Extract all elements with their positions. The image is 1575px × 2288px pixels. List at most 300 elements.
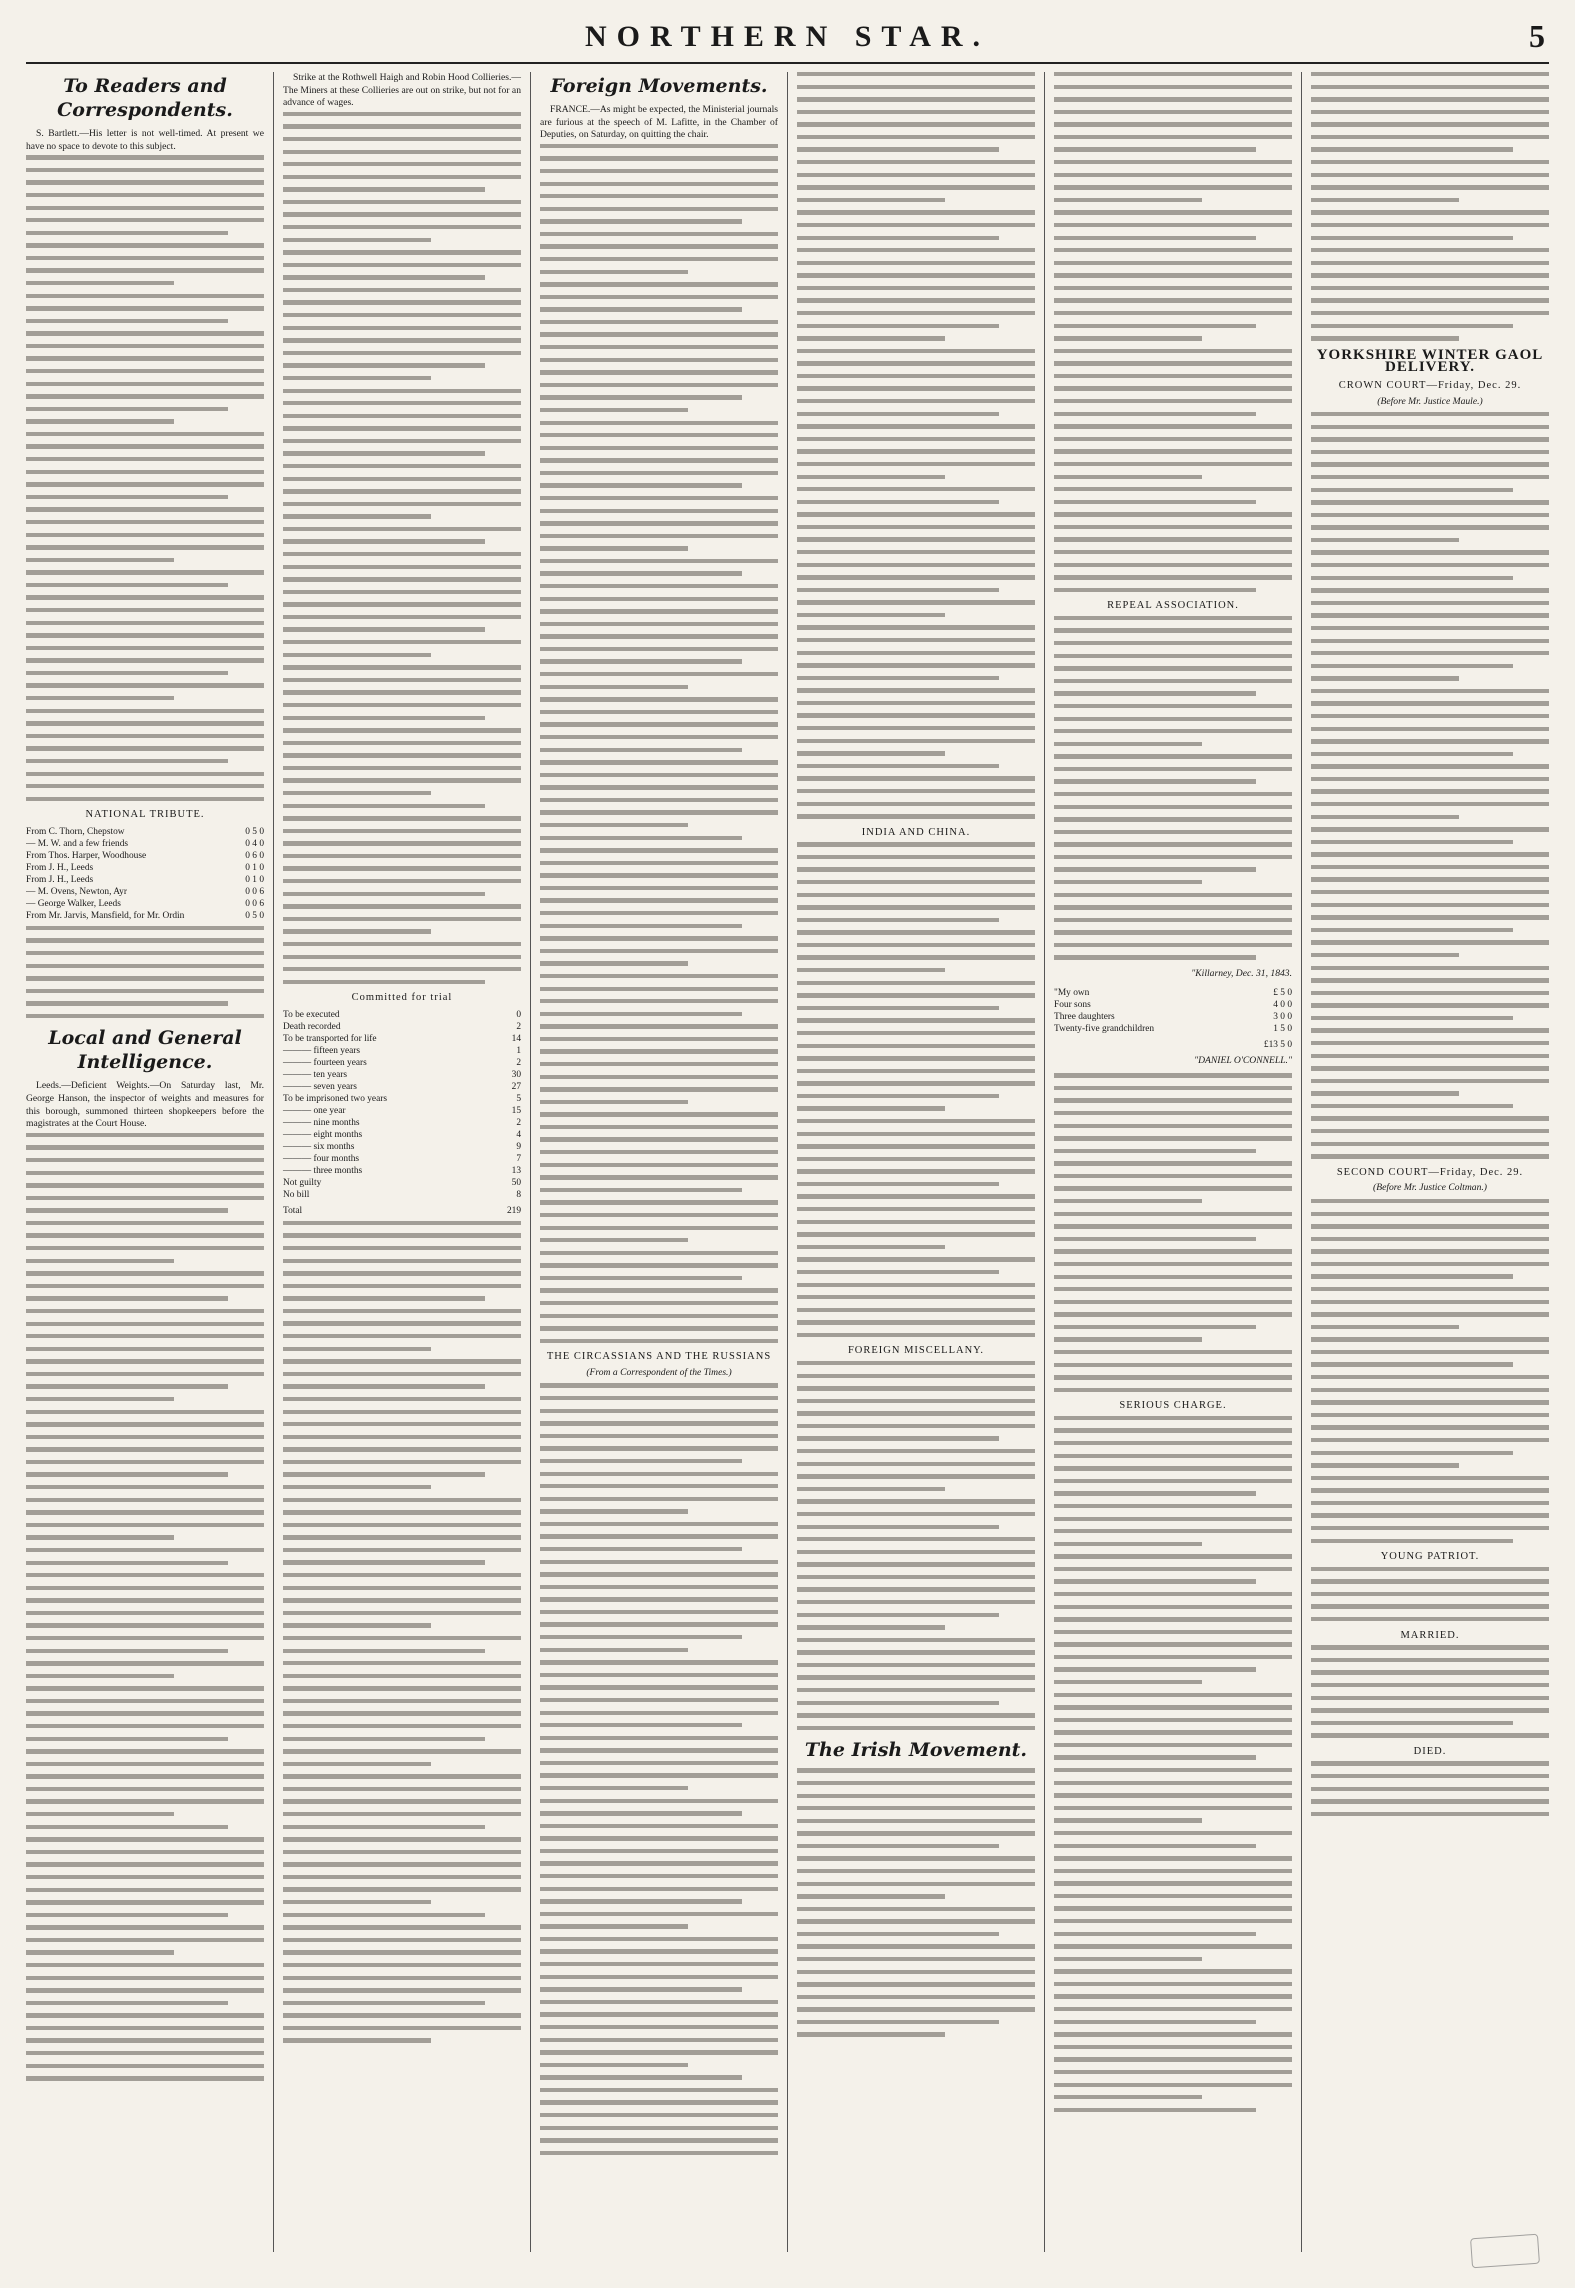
text-line: [1054, 1300, 1292, 1304]
text-line: [797, 739, 1035, 743]
text-line: [540, 1049, 778, 1053]
text-line: [540, 1861, 778, 1865]
text-line: [1311, 1539, 1513, 1543]
row-label: — George Walker, Leeds: [26, 898, 121, 909]
text-line: [797, 160, 1035, 164]
text-line: [1311, 1154, 1549, 1158]
text-block: [1311, 1567, 1549, 1622]
text-line: [797, 1794, 1035, 1798]
row-label: — M. W. and a few friends: [26, 838, 129, 849]
text-line: [283, 1649, 485, 1653]
text-line: [1054, 2108, 1256, 2112]
text-line: [1311, 462, 1549, 466]
text-line: [797, 1525, 999, 1529]
text-line: [1054, 717, 1292, 721]
list-row: [283, 1057, 521, 1069]
text-line: [1311, 1476, 1549, 1480]
text-line: [1054, 2045, 1292, 2049]
text-line: [1054, 1554, 1292, 1558]
text-line: [797, 1006, 999, 1010]
text-line: [540, 936, 778, 940]
text-line: [540, 2075, 742, 2079]
text-line: [26, 1686, 264, 1690]
text-line: [1311, 588, 1549, 592]
text-line: [1311, 223, 1549, 227]
text-line: [283, 489, 521, 493]
text-line: [283, 955, 521, 959]
text-line: [797, 1232, 1035, 1236]
text-line: [1311, 525, 1549, 529]
text-line: [1311, 488, 1513, 492]
list-row: [283, 1117, 521, 1129]
text-line: [1054, 1743, 1292, 1747]
letter-total-value: £13 5 0: [1263, 1039, 1292, 1050]
text-line: [540, 1409, 778, 1413]
text-line: [26, 964, 264, 968]
text-block: [1054, 1416, 1292, 2112]
text-line: [540, 194, 778, 198]
text-line: [283, 879, 521, 883]
text-line: [540, 2113, 778, 2117]
text-line: [540, 836, 742, 840]
row-value: 14: [511, 1033, 521, 1044]
text-line: [26, 1384, 228, 1388]
text-line: [26, 1271, 264, 1275]
text-line: [283, 439, 521, 443]
text-line: [283, 665, 521, 669]
text-line: [540, 1125, 778, 1129]
text-line: [26, 1233, 264, 1237]
text-line: [797, 1919, 1035, 1923]
text-line: [1311, 1300, 1549, 1304]
text-line: [26, 759, 228, 763]
text-line: [283, 1850, 521, 1854]
text-line: [797, 1575, 1035, 1579]
text-line: [26, 470, 264, 474]
text-line: [540, 1698, 778, 1702]
text-line: [283, 451, 485, 455]
text-line: [26, 1334, 264, 1338]
text-line: [26, 746, 264, 750]
text-line: [540, 659, 742, 663]
text-block: [1054, 1073, 1292, 1392]
text-line: [540, 270, 688, 274]
text-line: [797, 676, 999, 680]
text-line: [1054, 1275, 1292, 1279]
text-line: [540, 861, 778, 865]
text-line: [283, 1347, 431, 1351]
text-line: [283, 1560, 485, 1564]
text-line: [1054, 1186, 1292, 1190]
text-line: [283, 1284, 521, 1288]
text-line: [540, 320, 778, 324]
text-line: [283, 1233, 521, 1237]
text-line: [1054, 1312, 1292, 1316]
text-line: [1054, 1517, 1292, 1521]
text-line: [797, 248, 1035, 252]
text-line: [283, 1837, 521, 1841]
text-line: [797, 968, 945, 972]
text-line: [1311, 135, 1549, 139]
row-label: From Mr. Jarvis, Mansfield, for Mr. Ordin: [26, 910, 185, 921]
text-line: [540, 1251, 778, 1255]
text-line: [797, 236, 999, 240]
text-line: [1054, 537, 1292, 541]
text-line: [1054, 147, 1256, 151]
text-line: [797, 701, 1035, 705]
text-line: [1054, 198, 1202, 202]
list-row: [283, 1105, 521, 1117]
text-line: [26, 1611, 264, 1615]
text-line: [1054, 1073, 1292, 1077]
text-line: [1054, 1730, 1292, 1734]
text-line: [797, 1768, 1035, 1772]
text-line: [26, 1787, 264, 1791]
text-line: [1311, 1054, 1549, 1058]
text-line: [26, 1208, 228, 1212]
text-line: [1054, 1906, 1292, 1910]
text-line: [283, 929, 431, 933]
text-block: [1054, 616, 1292, 960]
text-line: [26, 1561, 228, 1565]
text-line: [797, 1462, 1035, 1466]
text-line: [1054, 1869, 1292, 1873]
text-line: [1054, 1831, 1292, 1835]
text-line: [1311, 639, 1549, 643]
text-line: [797, 1449, 1035, 1453]
text-line: [1054, 666, 1292, 670]
text-line: [1054, 1881, 1292, 1885]
text-line: [540, 509, 778, 513]
text-line: [26, 2026, 264, 2030]
list-row: [26, 826, 264, 838]
text-line: [797, 1333, 1035, 1337]
text-line: [26, 256, 264, 260]
text-line: [1054, 110, 1292, 114]
text-line: [1054, 1894, 1292, 1898]
text-line: [283, 741, 521, 745]
text-line: [1311, 1451, 1513, 1455]
list-row: [283, 1153, 521, 1165]
text-line: [1054, 449, 1292, 453]
text-line: [1054, 248, 1292, 252]
text-line: [1054, 97, 1292, 101]
text-line: [1311, 1274, 1513, 1278]
text-line: [1311, 336, 1459, 340]
column-2: [273, 72, 530, 2252]
text-line: [283, 980, 485, 984]
text-line: [797, 600, 1035, 604]
subheading-circassians: THE CIRCASSIANS AND THE RUSSIANS: [546, 1351, 772, 1363]
text-line: [1054, 1199, 1202, 1203]
list-row: [283, 1129, 521, 1141]
text-line: [540, 1673, 778, 1677]
text-line: [540, 2138, 778, 2142]
text-line: [1311, 789, 1549, 793]
text-line: [283, 1862, 521, 1866]
text-line: [26, 1925, 264, 1929]
list-row: [26, 910, 264, 922]
text-line: [797, 324, 999, 328]
row-label: ——— fifteen years: [283, 1045, 361, 1056]
text-line: [797, 1320, 1035, 1324]
text-line: [283, 539, 485, 543]
text-line: [797, 1069, 1035, 1073]
text-line: [1054, 122, 1292, 126]
text-line: [1054, 336, 1202, 340]
text-line: [283, 1988, 521, 1992]
text-line: [1054, 792, 1292, 796]
text-line: [1311, 1812, 1549, 1816]
text-line: [1054, 1793, 1292, 1797]
text-line: [1054, 1617, 1292, 1621]
article-paragraph: S. Bartlett.—His letter is not well-timed. At present we have no space to devote to this subject.: [26, 128, 264, 152]
text-line: [1054, 1969, 1292, 1973]
text-line: [797, 1625, 945, 1629]
text-line: [26, 1309, 264, 1313]
text-line: [283, 502, 521, 506]
text-line: [797, 1537, 1035, 1541]
text-line: [797, 575, 1035, 579]
list-row: [283, 1189, 521, 1201]
text-line: [283, 766, 521, 770]
text-line: [26, 1963, 264, 1967]
row-label: From C. Thorn, Chepstow: [26, 826, 125, 837]
row-label: "My own: [1054, 987, 1090, 998]
row-value: 3 0 0: [1273, 1011, 1292, 1022]
text-line: [540, 1836, 778, 1840]
text-line: [797, 1031, 1035, 1035]
text-line: [283, 137, 521, 141]
text-line: [1311, 626, 1549, 630]
text-line: [26, 1825, 228, 1829]
text-line: [540, 2050, 778, 2054]
subheading-judge: (Before Mr. Justice Maule.): [1377, 395, 1483, 407]
text-line: [283, 1271, 521, 1275]
text-line: [1311, 1142, 1549, 1146]
list-row: [283, 1021, 521, 1033]
text-line: [797, 943, 1035, 947]
text-line: [283, 866, 521, 870]
text-line: [540, 1484, 778, 1488]
text-line: [797, 1675, 1035, 1679]
text-line: [797, 1132, 1035, 1136]
text-line: [797, 663, 1035, 667]
text-line: [1311, 210, 1549, 214]
text-line: [283, 1623, 431, 1627]
article-paragraph: Strike at the Rothwell Haigh and Robin Hood Collieries.—The Miners at these Collieries are out on strike, but not for an advance of wages.: [283, 72, 521, 109]
text-line: [1311, 538, 1459, 542]
text-line: [1311, 1670, 1549, 1674]
text-line: [797, 1144, 1035, 1148]
letter-date: "Killarney, Dec. 31, 1843.: [1191, 968, 1292, 980]
row-label: From Thos. Harper, Woodhouse: [26, 850, 147, 861]
text-line: [283, 1485, 431, 1489]
text-line: [26, 1347, 264, 1351]
text-line: [283, 1699, 521, 1703]
row-value: 2: [516, 1021, 521, 1032]
text-line: [797, 286, 1035, 290]
text-line: [540, 282, 778, 286]
text-block: [1311, 412, 1549, 1159]
text-line: [1054, 1856, 1292, 1860]
text-line: [283, 338, 521, 342]
text-line: [26, 938, 264, 942]
text-line: [1054, 1504, 1292, 1508]
text-line: [1054, 1086, 1292, 1090]
text-line: [540, 609, 778, 613]
text-line: [1311, 651, 1549, 655]
text-line: [283, 363, 485, 367]
text-line: [1054, 412, 1256, 416]
text-line: [540, 1163, 778, 1167]
text-line: [540, 924, 742, 928]
text-line: [283, 1548, 521, 1552]
text-line: [797, 1600, 1035, 1604]
text-line: [1311, 676, 1459, 680]
text-line: [26, 1284, 264, 1288]
text-block: [797, 72, 1035, 819]
text-line: [283, 1737, 485, 1741]
list-row: [26, 886, 264, 898]
letter-total: [1054, 1039, 1292, 1051]
row-value: 4 0 0: [1273, 999, 1292, 1010]
text-line: [797, 1701, 999, 1705]
text-line: [797, 981, 1035, 985]
text-line: [26, 583, 228, 587]
text-line: [1054, 475, 1202, 479]
text-line: [1054, 1375, 1292, 1379]
text-line: [26, 1913, 228, 1917]
text-line: [26, 356, 264, 360]
text-line: [1311, 1066, 1549, 1070]
text-line: [1054, 1806, 1292, 1810]
subheading-serious-charge: SERIOUS CHARGE.: [1119, 1400, 1227, 1412]
text-line: [797, 918, 999, 922]
text-line: [540, 1610, 778, 1614]
text-line: [283, 917, 521, 921]
text-line: [1054, 261, 1292, 265]
text-line: [797, 223, 1035, 227]
text-line: [540, 207, 778, 211]
text-line: [540, 1024, 778, 1028]
row-label: ——— four months: [283, 1153, 360, 1164]
text-line: [1054, 1098, 1292, 1102]
text-line: [1311, 966, 1549, 970]
text-line: [1054, 399, 1292, 403]
text-line: [797, 1713, 1035, 1717]
text-line: [540, 1635, 742, 1639]
text-line: [797, 1295, 1035, 1299]
text-line: [797, 1638, 1035, 1642]
text-line: [1054, 525, 1292, 529]
text-line: [540, 1472, 778, 1476]
row-label: From J. H., Leeds: [26, 862, 94, 873]
text-line: [283, 967, 521, 971]
text-line: [26, 734, 264, 738]
row-value: 2: [516, 1117, 521, 1128]
text-line: [1311, 298, 1549, 302]
text-line: [283, 552, 521, 556]
row-label: ——— three months: [283, 1165, 363, 1176]
text-line: [1054, 1768, 1292, 1772]
text-line: [283, 791, 431, 795]
row-value: 5: [516, 1093, 521, 1104]
text-line: [1054, 955, 1256, 959]
list-row: [1054, 1011, 1292, 1023]
text-line: [26, 545, 264, 549]
row-label: ——— seven years: [283, 1081, 357, 1092]
text-line: [797, 867, 1035, 871]
text-line: [1054, 1479, 1292, 1483]
text-line: [797, 1106, 945, 1110]
text-line: [1311, 1003, 1549, 1007]
text-line: [283, 778, 521, 782]
list-row: [283, 1093, 521, 1105]
text-line: [283, 300, 521, 304]
text-line: [1311, 1567, 1549, 1571]
row-value: 13: [511, 1165, 521, 1176]
text-line: [797, 1094, 999, 1098]
row-value: 0: [516, 1009, 521, 1020]
text-line: [1054, 691, 1256, 695]
sentence-total: [283, 1205, 521, 1217]
text-line: [26, 294, 264, 298]
text-line: [283, 942, 521, 946]
text-line: [1311, 1696, 1549, 1700]
row-value: £ 5 0: [1273, 987, 1292, 998]
text-line: [283, 816, 521, 820]
text-line: [1311, 865, 1549, 869]
text-line: [1054, 616, 1292, 620]
text-line: [26, 570, 264, 574]
text-line: [1311, 1199, 1549, 1203]
row-label: To be imprisoned two years: [283, 1093, 388, 1104]
text-line: [1311, 1721, 1513, 1725]
text-line: [283, 263, 521, 267]
text-line: [540, 1150, 778, 1154]
text-line: [1054, 462, 1292, 466]
text-line: [797, 147, 999, 151]
text-line: [1054, 85, 1292, 89]
text-line: [26, 1636, 264, 1640]
text-line: [540, 1887, 778, 1891]
text-line: [797, 726, 1035, 730]
text-line: [1054, 1630, 1292, 1634]
text-line: [797, 1487, 945, 1491]
text-line: [797, 1970, 1035, 1974]
text-line: [26, 1812, 174, 1816]
text-line: [540, 2038, 778, 2042]
text-line: [797, 412, 999, 416]
text-line: [540, 571, 742, 575]
text-line: [283, 288, 521, 292]
row-value: 0 0 6: [245, 898, 264, 909]
text-line: [26, 231, 228, 235]
text-line: [1311, 1116, 1549, 1120]
text-line: [1054, 1667, 1256, 1671]
text-line: [283, 716, 485, 720]
text-line: [540, 144, 778, 148]
text-line: [797, 802, 1035, 806]
text-line: [1311, 1028, 1549, 1032]
text-line: [26, 1674, 174, 1678]
text-line: [1311, 1016, 1513, 1020]
text-line: [797, 1894, 945, 1898]
text-line: [1054, 324, 1256, 328]
text-line: [1311, 563, 1549, 567]
text-line: [1054, 1592, 1292, 1596]
